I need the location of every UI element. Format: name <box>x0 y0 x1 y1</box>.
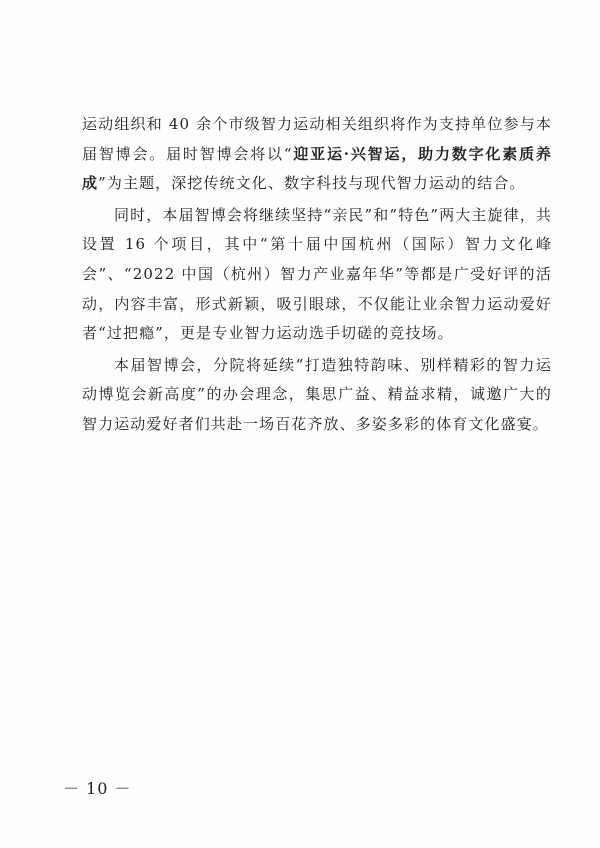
paragraph-1-theme-bold: 迎亚运·兴智运，助力数字化素质养成 <box>82 144 552 193</box>
paragraph-2: 同时，本届智博会将继续坚持“亲民”和“特色”两大主旋律，共设置 16 个项目，其中“第十届中国杭州（国际）智力文化峰会”、“2022 中国（杭州）智力产业嘉年华”等都是广受好评的活动，内容丰富，形式新颖，吸引眼球，不仅能让业余智力运动爱好者“过把瘾”，更是专业智力运动选手切磋的竞技场。 <box>82 205 552 343</box>
paragraph-1-text-before: 运动组织和 40 余个市级智力运动相关组织将作为支持单位参与本届智博会。届时智博会将以“ <box>82 115 552 163</box>
paragraph-1-text-after: ”为主题，深挖传统文化、数字科技与现代智力运动的结合。 <box>98 174 526 193</box>
page-number: － 10 － <box>63 779 132 798</box>
paragraph-1 <box>82 110 552 199</box>
paragraph-3: 本届智博会，分院将延续“打造独特韵味、别样精彩的智力运动博览会新高度”的办会理念，集思广益、精益求精，诚邀广大的智力运动爱好者们共赴一场百花齐放、多姿多彩的体育文化盛宴。 <box>82 355 552 433</box>
body-text <box>82 110 552 442</box>
